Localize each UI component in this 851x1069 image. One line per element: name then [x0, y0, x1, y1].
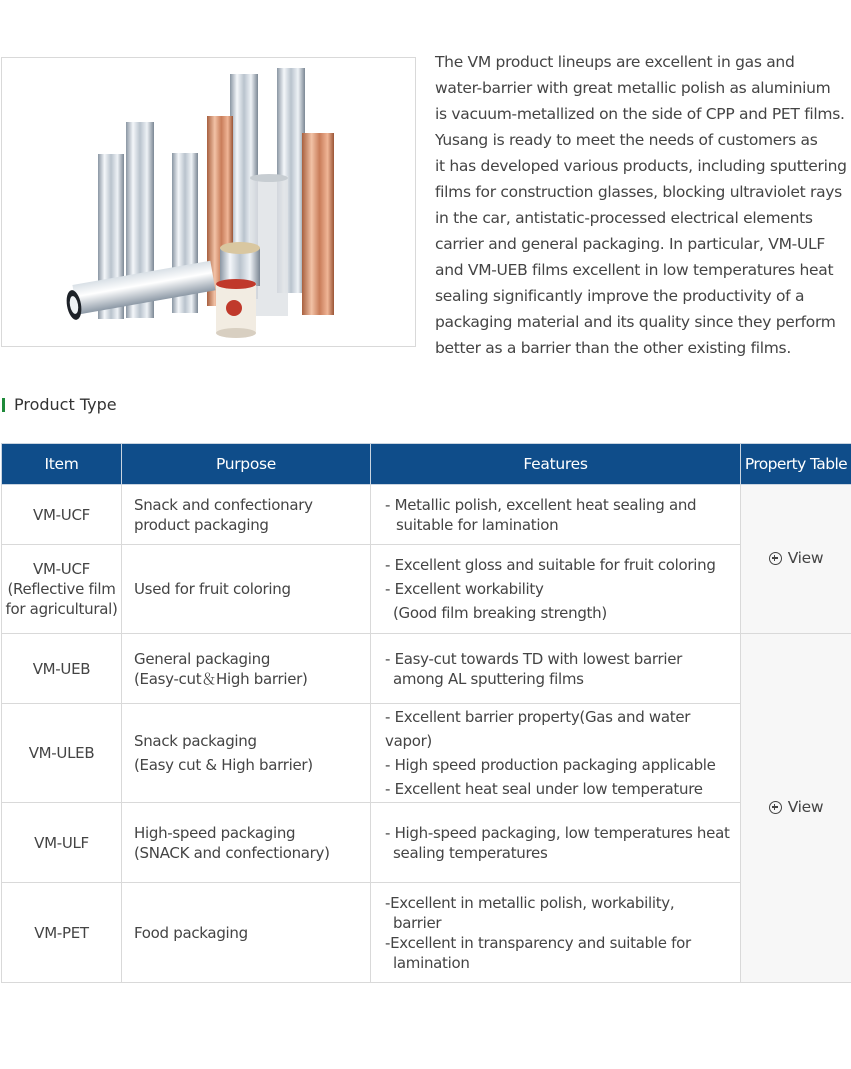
property-table-cell	[741, 485, 851, 634]
item-name-detail: (Reflective film	[7, 580, 116, 598]
intro-text	[435, 49, 847, 361]
feature-line: - Excellent gloss and suitable for fruit coloring	[385, 556, 716, 574]
purpose-cell	[122, 704, 371, 803]
item-cell	[2, 704, 122, 803]
view-label: View	[787, 798, 824, 817]
item-cell	[2, 883, 122, 983]
view-property-table-link[interactable]	[769, 548, 824, 568]
purpose-line: General packaging	[134, 649, 271, 668]
item-name: VM-ULEB	[28, 744, 95, 762]
feature-line: - High-speed packaging, low temperatures heat	[385, 823, 730, 842]
purpose-line: Snack packaging	[134, 732, 257, 750]
features-cell	[371, 803, 741, 883]
header-property-table: Property Table	[741, 444, 851, 485]
feature-line: - High speed production packaging applicable	[385, 756, 716, 774]
intro-line: The VM product lineups are excellent in gas and	[435, 53, 795, 71]
intro-line: carrier and general packaging. In particular, VM-ULF	[435, 235, 825, 253]
feature-line: -Excellent in transparency and suitable for	[385, 933, 691, 952]
purpose-line: High-speed packaging	[134, 823, 296, 842]
section-title-product-type: Product Type	[2, 398, 117, 412]
purpose-line: product packaging	[134, 515, 269, 534]
item-name: VM-UEB	[32, 659, 91, 678]
intro-line: is vacuum-metallized on the side of CPP and PET films.	[435, 105, 845, 123]
feature-line: lamination	[393, 953, 470, 972]
purpose-cell	[122, 803, 371, 883]
purpose-line: Used for fruit coloring	[134, 580, 291, 598]
intro-line: packaging material and its quality since they perform	[435, 313, 836, 331]
plus-circle-icon	[769, 801, 782, 814]
features-cell	[371, 704, 741, 803]
property-table-cell	[741, 634, 851, 983]
purpose-line: (SNACK and confectionary)	[134, 843, 330, 862]
film-rolls-illustration	[2, 58, 415, 346]
table-header-row	[2, 444, 851, 485]
intro-line: Yusang is ready to meet the needs of customers as	[435, 131, 818, 149]
feature-line: - Metallic polish, excellent heat sealing and	[385, 495, 697, 514]
plus-circle-icon	[769, 552, 782, 565]
feature-line: among AL sputtering films	[393, 669, 584, 688]
purpose-line: Snack and confectionary	[134, 495, 313, 514]
item-name-detail: for agricultural)	[5, 600, 118, 618]
intro-line: in the car, antistatic-processed electrical elements	[435, 209, 813, 227]
feature-line: suitable for lamination	[396, 515, 559, 534]
purpose-line: (Easy-cut＆High barrier)	[134, 669, 308, 688]
feature-line: - Excellent barrier property(Gas and water vapor)	[385, 708, 691, 750]
header-item: Item	[2, 444, 122, 485]
purpose-line: (Easy cut & High barrier)	[134, 756, 313, 774]
table-row	[2, 704, 851, 803]
item-name: VM-ULF	[34, 833, 89, 852]
intro-line: films for construction glasses, blocking ultraviolet rays	[435, 183, 842, 201]
feature-line: - Excellent heat seal under low temperature	[385, 780, 703, 798]
table-row	[2, 485, 851, 545]
intro-line: better as a barrier than the other existing films.	[435, 339, 791, 357]
table-row	[2, 545, 851, 634]
purpose-cell	[122, 634, 371, 704]
item-name: VM-UCF	[33, 560, 90, 578]
feature-line: (Good film breaking strength)	[393, 604, 607, 622]
features-cell	[371, 485, 741, 545]
view-property-table-link[interactable]	[769, 797, 824, 817]
features-cell	[371, 634, 741, 704]
purpose-cell	[122, 545, 371, 634]
item-cell	[2, 545, 122, 634]
item-name: VM-PET	[34, 923, 89, 942]
product-type-table	[1, 443, 851, 983]
feature-line: - Easy-cut towards TD with lowest barrier	[385, 649, 683, 668]
view-label: View	[787, 549, 824, 568]
features-cell	[371, 545, 741, 634]
feature-line: sealing temperatures	[393, 843, 548, 862]
table-row	[2, 634, 851, 704]
item-cell	[2, 634, 122, 704]
item-cell	[2, 803, 122, 883]
product-photo	[1, 57, 416, 347]
purpose-line: Food packaging	[134, 923, 248, 942]
purpose-cell	[122, 485, 371, 545]
table-row	[2, 803, 851, 883]
feature-line: - Excellent workability	[385, 580, 544, 598]
features-cell	[371, 883, 741, 983]
item-name: VM-UCF	[33, 505, 90, 524]
feature-line: -Excellent in metallic polish, workability,	[385, 893, 675, 912]
intro-line: sealing significantly improve the productivity of a	[435, 287, 805, 305]
intro-line: and VM-UEB films excellent in low temperatures heat	[435, 261, 834, 279]
intro-line: water-barrier with great metallic polish as aluminium	[435, 79, 831, 97]
feature-line: barrier	[393, 913, 442, 932]
purpose-cell	[122, 883, 371, 983]
item-cell	[2, 485, 122, 545]
table-row	[2, 883, 851, 983]
header-features: Features	[371, 444, 741, 485]
header-purpose: Purpose	[122, 444, 371, 485]
intro-line: it has developed various products, including sputtering	[435, 157, 847, 175]
